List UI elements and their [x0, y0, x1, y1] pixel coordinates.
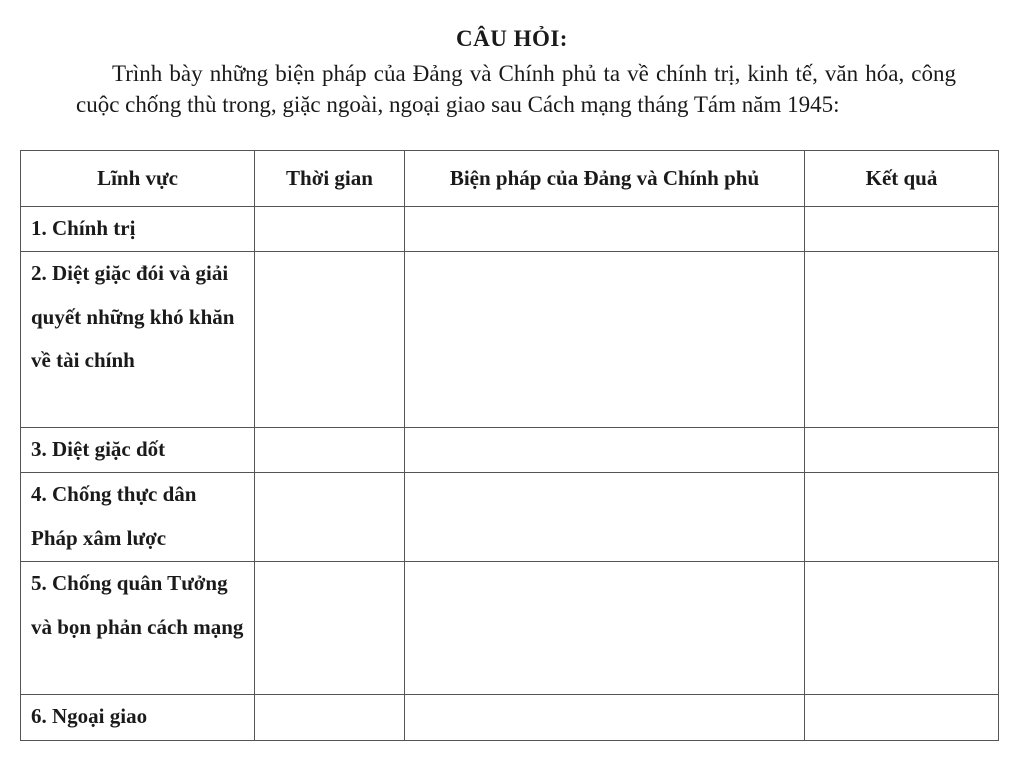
row-time-cell[interactable]: [255, 207, 405, 252]
row-field: 2. Diệt giặc đói và giải quyết những khó khăn về tài chính: [21, 252, 255, 428]
table-header-row: [21, 151, 999, 207]
header-measures: Biện pháp của Đảng và Chính phủ: [405, 151, 805, 207]
header-time: Thời gian: [255, 151, 405, 207]
row-result-cell[interactable]: [805, 562, 999, 695]
row-time-cell[interactable]: [255, 562, 405, 695]
row-measures-cell[interactable]: [405, 695, 805, 741]
document-title: CÂU HỎI:: [456, 26, 568, 51]
row-result-cell[interactable]: [805, 428, 999, 473]
table-row: [21, 207, 999, 252]
row-time-cell[interactable]: [255, 695, 405, 741]
row-result-cell[interactable]: [805, 252, 999, 428]
row-field: 1. Chính trị: [21, 207, 255, 252]
question-text: Trình bày những biện pháp của Đảng và Chính phủ ta về chính trị, kinh tế, văn hóa, công cuộc chống thù trong, giặc ngoài, ngoại giao sau Cách mạng tháng Tám năm 1945:: [76, 61, 956, 117]
row-field: 3. Diệt giặc dốt: [21, 428, 255, 473]
header-field: Lĩnh vực: [21, 151, 255, 207]
row-field: 4. Chống thực dân Pháp xâm lược: [21, 473, 255, 562]
row-measures-cell[interactable]: [405, 473, 805, 562]
row-time-cell[interactable]: [255, 428, 405, 473]
row-measures-cell[interactable]: [405, 428, 805, 473]
row-field: 6. Ngoại giao: [21, 695, 255, 741]
row-measures-cell[interactable]: [405, 562, 805, 695]
row-result-cell[interactable]: [805, 207, 999, 252]
table-row: [21, 473, 999, 562]
row-result-cell[interactable]: [805, 695, 999, 741]
row-time-cell[interactable]: [255, 473, 405, 562]
row-field: 5. Chống quân Tưởng và bọn phản cách mạng: [21, 562, 255, 695]
row-time-cell[interactable]: [255, 252, 405, 428]
table-row: [21, 252, 999, 428]
table-row: [21, 428, 999, 473]
row-result-cell[interactable]: [805, 473, 999, 562]
row-measures-cell[interactable]: [405, 252, 805, 428]
table-row: [21, 562, 999, 695]
answer-table: [20, 150, 999, 741]
table-row: [21, 695, 999, 741]
row-measures-cell[interactable]: [405, 207, 805, 252]
header-result: Kết quả: [805, 151, 999, 207]
